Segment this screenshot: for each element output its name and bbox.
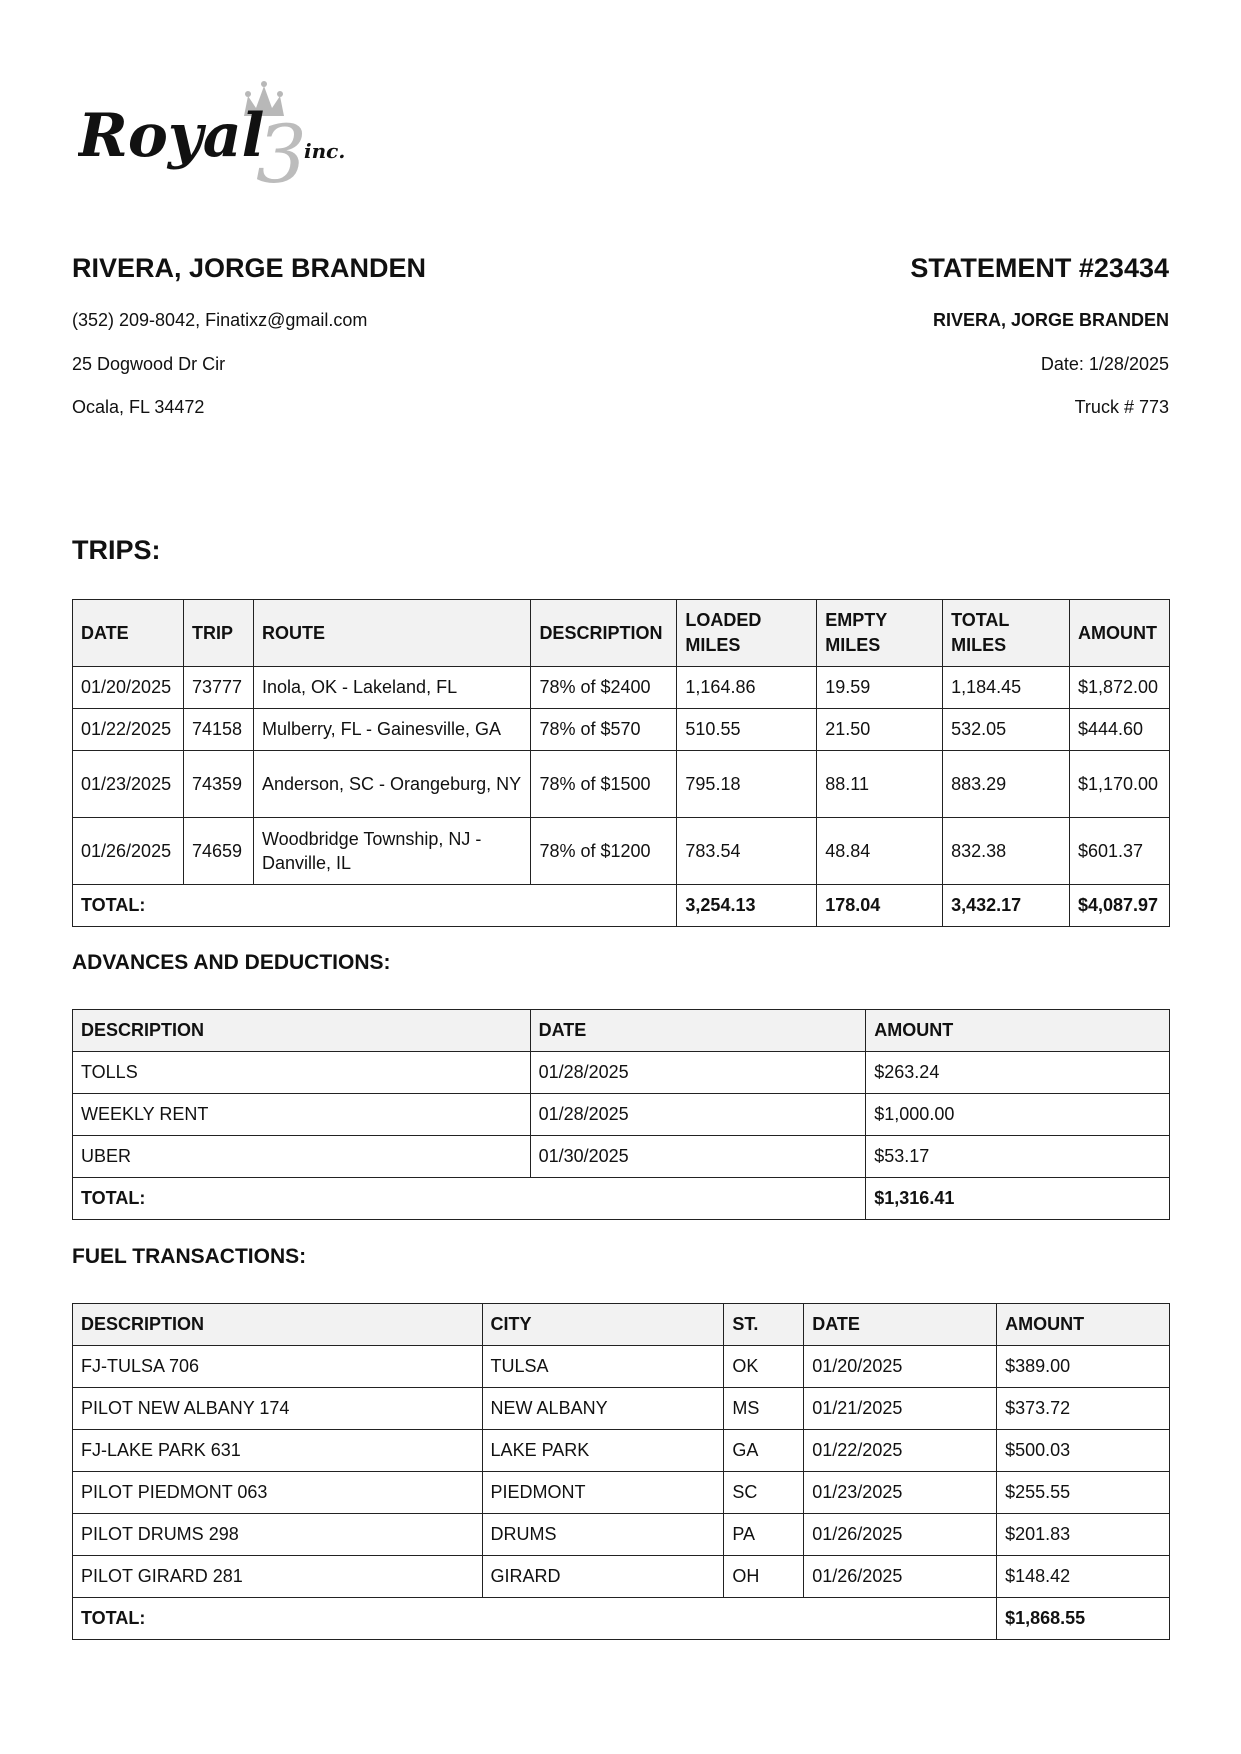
col-description: DESCRIPTION bbox=[531, 600, 677, 667]
col-empty-miles bbox=[817, 600, 943, 667]
statement-header bbox=[72, 250, 1169, 430]
fuel-state: OK bbox=[724, 1346, 804, 1388]
fuel-table bbox=[72, 1303, 1170, 1640]
fuel-description: PILOT GIRARD 281 bbox=[73, 1556, 483, 1598]
fuel-description: PILOT PIEDMONT 063 bbox=[73, 1472, 483, 1514]
driver-contact: (352) 209-8042, Finatixz@gmail.com bbox=[72, 310, 368, 330]
trip-loaded-miles: 510.55 bbox=[677, 709, 817, 751]
trip-total-miles: 883.29 bbox=[943, 751, 1070, 818]
fuel-city: TULSA bbox=[482, 1346, 724, 1388]
fuel-row bbox=[73, 1514, 1170, 1556]
fuel-state: GA bbox=[724, 1430, 804, 1472]
col-description: DESCRIPTION bbox=[73, 1010, 531, 1052]
trips-total-label: TOTAL: bbox=[73, 885, 677, 927]
trip-row bbox=[73, 751, 1170, 818]
col-state: ST. bbox=[724, 1304, 804, 1346]
fuel-total-label: TOTAL: bbox=[73, 1598, 997, 1640]
advances-table bbox=[72, 1009, 1170, 1220]
fuel-title: FUEL TRANSACTIONS: bbox=[72, 1245, 307, 1268]
statement-driver-name: RIVERA, JORGE BRANDEN bbox=[932, 310, 1169, 330]
trip-loaded-miles: 1,164.86 bbox=[677, 667, 817, 709]
fuel-amount: $148.42 bbox=[997, 1556, 1170, 1598]
trip-empty-miles: 48.84 bbox=[817, 818, 943, 885]
statement-info bbox=[910, 250, 1169, 417]
trips-header-row bbox=[73, 600, 1170, 667]
col-empty-miles-line1: EMPTY bbox=[825, 610, 888, 630]
trip-number: 74158 bbox=[183, 709, 253, 751]
trip-amount: $1,170.00 bbox=[1069, 751, 1169, 818]
trip-route: Inola, OK - Lakeland, FL bbox=[253, 667, 530, 709]
trip-loaded-miles: 795.18 bbox=[677, 751, 817, 818]
col-loaded-miles-line1: LOADED bbox=[685, 610, 762, 630]
trip-empty-miles: 88.11 bbox=[817, 751, 943, 818]
driver-address-city: Ocala, FL 34472 bbox=[72, 397, 205, 417]
statement-title: STATEMENT #23434 bbox=[910, 253, 1169, 283]
trips-total-loaded-miles: 3,254.13 bbox=[677, 885, 817, 927]
trip-description: 78% of $2400 bbox=[531, 667, 677, 709]
col-date: DATE bbox=[804, 1304, 997, 1346]
fuel-amount: $500.03 bbox=[997, 1430, 1170, 1472]
col-total-miles-line1: TOTAL bbox=[951, 610, 1010, 630]
col-amount: AMOUNT bbox=[866, 1010, 1170, 1052]
trip-number: 74359 bbox=[183, 751, 253, 818]
col-loaded-miles-line2: MILES bbox=[685, 635, 741, 655]
advance-description: UBER bbox=[73, 1136, 531, 1178]
trip-row bbox=[73, 667, 1170, 709]
trip-date: 01/23/2025 bbox=[73, 751, 184, 818]
advance-description: WEEKLY RENT bbox=[73, 1094, 531, 1136]
fuel-description: PILOT NEW ALBANY 174 bbox=[73, 1388, 483, 1430]
trip-date: 01/26/2025 bbox=[73, 818, 184, 885]
trips-total-amount: $4,087.97 bbox=[1069, 885, 1169, 927]
fuel-state: SC bbox=[724, 1472, 804, 1514]
trip-route: Anderson, SC - Orangeburg, NY bbox=[253, 751, 530, 818]
driver-address-street: 25 Dogwood Dr Cir bbox=[72, 354, 226, 374]
fuel-total-amount: $1,868.55 bbox=[997, 1598, 1170, 1640]
fuel-row bbox=[73, 1346, 1170, 1388]
trip-total-miles: 532.05 bbox=[943, 709, 1070, 751]
trip-route: Woodbridge Township, NJ - Danville, IL bbox=[253, 818, 530, 885]
trip-description: 78% of $1500 bbox=[531, 751, 677, 818]
fuel-date: 01/20/2025 bbox=[804, 1346, 997, 1388]
col-empty-miles-line2: MILES bbox=[825, 635, 881, 655]
fuel-amount: $389.00 bbox=[997, 1346, 1170, 1388]
trip-loaded-miles: 783.54 bbox=[677, 818, 817, 885]
fuel-amount: $201.83 bbox=[997, 1514, 1170, 1556]
col-total-miles bbox=[943, 600, 1070, 667]
fuel-city: DRUMS bbox=[482, 1514, 724, 1556]
trip-description: 78% of $570 bbox=[531, 709, 677, 751]
advance-row bbox=[73, 1052, 1170, 1094]
fuel-description: FJ-LAKE PARK 631 bbox=[73, 1430, 483, 1472]
driver-name: RIVERA, JORGE BRANDEN bbox=[72, 253, 427, 283]
trip-number: 74659 bbox=[183, 818, 253, 885]
trips-total-row bbox=[73, 885, 1170, 927]
fuel-city: LAKE PARK bbox=[482, 1430, 724, 1472]
fuel-description: PILOT DRUMS 298 bbox=[73, 1514, 483, 1556]
trip-date: 01/22/2025 bbox=[73, 709, 184, 751]
fuel-row bbox=[73, 1430, 1170, 1472]
col-description: DESCRIPTION bbox=[73, 1304, 483, 1346]
trip-total-miles: 1,184.45 bbox=[943, 667, 1070, 709]
trips-title: TRIPS: bbox=[72, 535, 161, 565]
trips-table bbox=[72, 599, 1170, 927]
trip-empty-miles: 21.50 bbox=[817, 709, 943, 751]
fuel-state: PA bbox=[724, 1514, 804, 1556]
advances-total-amount: $1,316.41 bbox=[866, 1178, 1170, 1220]
advances-title: ADVANCES AND DEDUCTIONS: bbox=[72, 951, 391, 974]
advances-total-row bbox=[73, 1178, 1170, 1220]
fuel-city: NEW ALBANY bbox=[482, 1388, 724, 1430]
col-trip: TRIP bbox=[183, 600, 253, 667]
advance-description: TOLLS bbox=[73, 1052, 531, 1094]
advances-total-label: TOTAL: bbox=[73, 1178, 866, 1220]
logo-graphic bbox=[78, 78, 378, 188]
fuel-total-row bbox=[73, 1598, 1170, 1640]
svg-text:Royal: Royal bbox=[78, 101, 265, 171]
advance-row bbox=[73, 1136, 1170, 1178]
advance-amount: $1,000.00 bbox=[866, 1094, 1170, 1136]
trip-number: 73777 bbox=[183, 667, 253, 709]
trips-total-empty-miles: 178.04 bbox=[817, 885, 943, 927]
trip-total-miles: 832.38 bbox=[943, 818, 1070, 885]
fuel-date: 01/22/2025 bbox=[804, 1430, 997, 1472]
fuel-date: 01/23/2025 bbox=[804, 1472, 997, 1514]
trip-date: 01/20/2025 bbox=[73, 667, 184, 709]
fuel-state: MS bbox=[724, 1388, 804, 1430]
fuel-description: FJ-TULSA 706 bbox=[73, 1346, 483, 1388]
advance-date: 01/30/2025 bbox=[530, 1136, 866, 1178]
trip-amount: $601.37 bbox=[1069, 818, 1169, 885]
trip-row bbox=[73, 709, 1170, 751]
advance-row bbox=[73, 1094, 1170, 1136]
fuel-amount: $255.55 bbox=[997, 1472, 1170, 1514]
fuel-row bbox=[73, 1472, 1170, 1514]
company-logo bbox=[78, 78, 378, 188]
fuel-city: GIRARD bbox=[482, 1556, 724, 1598]
svg-text:inc.: inc. bbox=[304, 139, 346, 163]
fuel-row bbox=[73, 1556, 1170, 1598]
col-loaded-miles bbox=[677, 600, 817, 667]
col-amount: AMOUNT bbox=[1069, 600, 1169, 667]
trip-row bbox=[73, 818, 1170, 885]
fuel-header-row bbox=[73, 1304, 1170, 1346]
driver-info bbox=[72, 250, 427, 417]
trip-empty-miles: 19.59 bbox=[817, 667, 943, 709]
advances-header-row bbox=[73, 1010, 1170, 1052]
statement-date: Date: 1/28/2025 bbox=[1040, 354, 1169, 374]
trip-amount: $1,872.00 bbox=[1069, 667, 1169, 709]
fuel-row bbox=[73, 1388, 1170, 1430]
col-city: CITY bbox=[482, 1304, 724, 1346]
col-date: DATE bbox=[530, 1010, 866, 1052]
advance-amount: $263.24 bbox=[866, 1052, 1170, 1094]
col-date: DATE bbox=[73, 600, 184, 667]
trip-description: 78% of $1200 bbox=[531, 818, 677, 885]
fuel-date: 01/21/2025 bbox=[804, 1388, 997, 1430]
advance-amount: $53.17 bbox=[866, 1136, 1170, 1178]
fuel-amount: $373.72 bbox=[997, 1388, 1170, 1430]
advance-date: 01/28/2025 bbox=[530, 1052, 866, 1094]
trip-route: Mulberry, FL - Gainesville, GA bbox=[253, 709, 530, 751]
fuel-city: PIEDMONT bbox=[482, 1472, 724, 1514]
col-amount: AMOUNT bbox=[997, 1304, 1170, 1346]
advance-date: 01/28/2025 bbox=[530, 1094, 866, 1136]
fuel-date: 01/26/2025 bbox=[804, 1514, 997, 1556]
col-route: ROUTE bbox=[253, 600, 530, 667]
fuel-state: OH bbox=[724, 1556, 804, 1598]
svg-text:3: 3 bbox=[256, 108, 307, 188]
trip-amount: $444.60 bbox=[1069, 709, 1169, 751]
trips-total-miles: 3,432.17 bbox=[943, 885, 1070, 927]
col-total-miles-line2: MILES bbox=[951, 635, 1007, 655]
truck-number: Truck # 773 bbox=[1074, 397, 1169, 417]
fuel-date: 01/26/2025 bbox=[804, 1556, 997, 1598]
